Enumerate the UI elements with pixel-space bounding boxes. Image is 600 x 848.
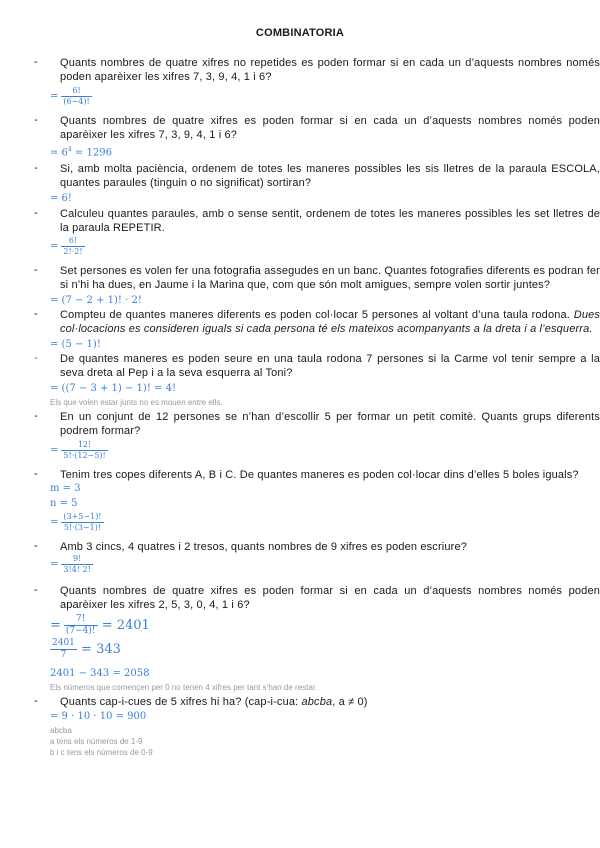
answer-12-note-3: b i c tens els números de 0-9 (50, 748, 153, 757)
question-text: En un conjunt de 12 persones se n’han d’escollir 5 per formar un petit comitè. Quants grups diferents podrem formar? (60, 411, 600, 437)
question-text: Compteu de quantes maneres diferents es poden col·locar 5 persones al voltant d’una taula rodona. Dues col·locacions es consideren iguals si cada persona té els mateixos acompanyants a la dreta i a l’esquerra. (60, 309, 600, 335)
answer-7: = ((7 − 3 + 1) − 1)! = 4! (50, 383, 176, 394)
question-text: Set persones es volen fer una fotografia assegudes en un banc. Quantes fotografies diferents es podran fer si n’hi ha dues, en Jaume i la Marina que, com que són molt amigues, sempre volen sortir juntes? (60, 265, 600, 291)
answer-11-c: 2401 − 343 = 2058 (50, 668, 150, 679)
answer-1: = $\frac{6!}{(6-4)!}$ (50, 86, 90, 106)
bullet: - (34, 468, 38, 480)
bullet: - (34, 207, 38, 219)
answer-11-note: Els números que començen per 0 no tenen 4 xifres per tant s’han de restar. (50, 683, 318, 692)
question-text: Quants nombres de quatre xifres es poden formar si en cada un d’aquests nombres només poden aparèixer les xifres 7, 3, 9, 4, 1 i 6? (60, 115, 600, 141)
answer-5: = (7 − 2 + 1)! · 2! (50, 295, 142, 306)
answer-7-note: Els que volen estar junts no es mouen entre ells. (50, 398, 223, 407)
question-text: Tenim tres copes diferents A, B i C. De quantes maneres es poden col·locar dins d’elles 5 boles iguals? (60, 469, 579, 481)
bullet: - (34, 410, 38, 422)
answer-6: = (5 − 1)! (50, 339, 101, 350)
question-text: Calculeu quantes paraules, amb o sense sentit, ordenem de totes les maneres possibles les set lletres de la paraula REPETIR. (60, 208, 600, 234)
bullet: - (34, 695, 38, 707)
bullet: - (34, 540, 38, 552)
bullet: - (34, 584, 38, 596)
question-text: Quants nombres de quatre xifres es poden formar si en cada un d’aquests nombres només poden aparèixer les xifres 2, 5, 3, 0, 4, 1 i 6? (60, 585, 600, 611)
bullet: - (34, 264, 38, 276)
answer-12: = 9 · 10 · 10 = 900 (50, 711, 147, 722)
question-text: Si, amb molta paciència, ordenem de totes les maneres possibles les sis lletres de la paraula ESCOLA, quantes paraules (tinguin o no significat) sortiran? (60, 163, 600, 189)
answer-11-b: $\frac{2401}{7}$ = 343 (52, 638, 121, 660)
bullet: - (34, 308, 38, 320)
answer-2: = $6^4 = 1296$ (50, 146, 112, 159)
answer-8: = $\frac{12!}{5!\cdot(12-5)!}$ (50, 440, 106, 460)
bullet: - (34, 56, 38, 68)
answer-12-note-1: abcba (50, 726, 72, 735)
answer-9: = $\frac{(3+5-1)!}{5!\cdot(3-1)!}$ (50, 512, 102, 532)
answer-10: = $\frac{9!}{3!4! 2!}$ (50, 554, 91, 574)
question-text: Quants cap-i-cues de 5 xifres hi ha? (cap-i-cua: abcba, a ≠ 0) (60, 696, 368, 708)
answer-9-n: n = 5 (50, 498, 78, 509)
answer-9-m: m = 3 (50, 483, 81, 494)
answer-3: = 6! (50, 193, 72, 204)
question-text: De quantes maneres es poden seure en una taula rodona 7 persones si la Carme vol tenir sempre a la seva dreta al Pep i a la seva esquerra al Toni? (60, 353, 600, 379)
answer-12-note-2: a tens els números de 1-9 (50, 737, 143, 746)
bullet: - (34, 352, 38, 364)
answer-4: = $\frac{6!}{2!\cdot 2!}$ (50, 236, 83, 256)
bullet: - (34, 114, 38, 126)
question-text: Quants nombres de quatre xifres no repetides es poden formar si en cada un d’aquests nombres només poden aparèixer les xifres 7, 3, 9, 4, 1 i 6? (60, 57, 600, 83)
answer-11: = $\frac{7!}{(7-4)!}$ = 2401 (50, 614, 150, 636)
page-title: COMBINATORIA (255, 27, 345, 39)
bullet: - (34, 162, 38, 174)
question-text: Amb 3 cincs, 4 quatres i 2 tresos, quants nombres de 9 xifres es poden escriure? (60, 541, 467, 553)
